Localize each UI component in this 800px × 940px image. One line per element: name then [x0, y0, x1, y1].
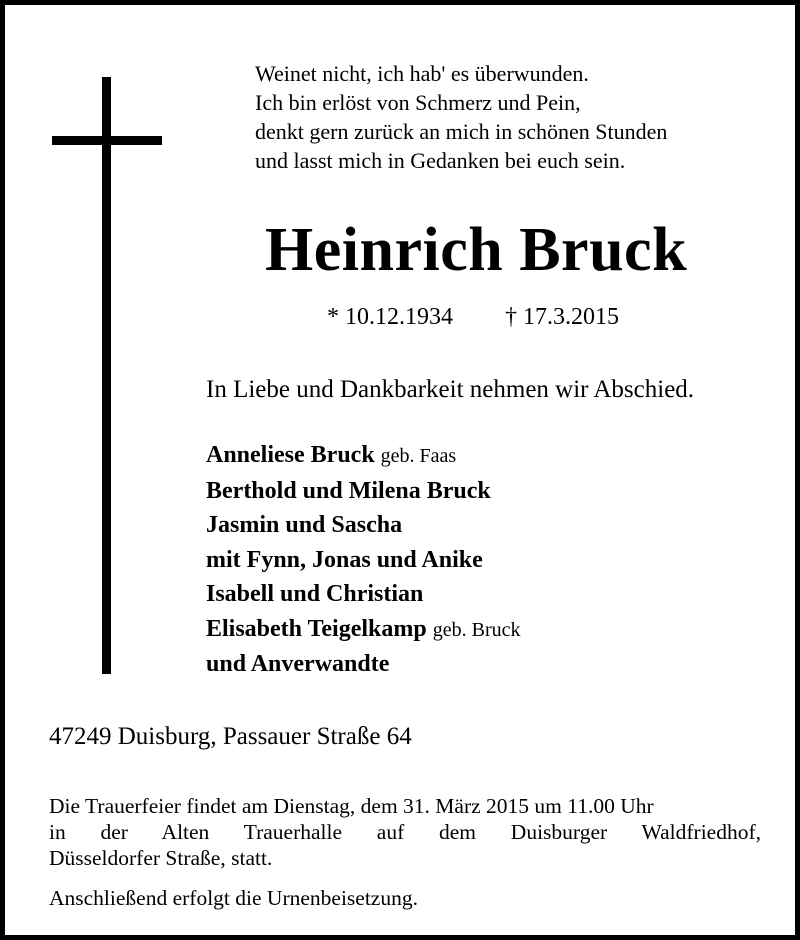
mourner-row [206, 647, 521, 682]
mourner-name: und Anverwandte [206, 651, 390, 677]
cross-icon [102, 77, 111, 674]
memorial-poem [255, 59, 667, 175]
family-address: 47249 Duisburg, Passauer Straße 64 [49, 723, 412, 750]
death-date: † 17.3.2015 [505, 304, 619, 330]
mourner-row [206, 438, 521, 474]
life-dates [327, 302, 619, 332]
mourner-name: Jasmin und Sascha [206, 512, 403, 538]
mourner-row [206, 577, 521, 612]
cross-icon-crossbar [52, 136, 162, 145]
maiden-name: geb. Bruck [432, 618, 521, 641]
deceased-name: Heinrich Bruck [265, 216, 688, 284]
birth-date: * 10.12.1934 [327, 304, 453, 330]
service-line: Die Trauerfeier findet am Dienstag, dem 31. März 2015 um 11.00 Uhr [49, 794, 654, 818]
maiden-name: geb. Faas [380, 445, 457, 467]
funeral-service-info [49, 793, 761, 871]
poem-line: denkt gern zurück an mich in schönen Stunden [255, 119, 668, 144]
mourner-row [206, 474, 521, 509]
urn-burial-note: Anschließend erfolgt die Urnenbeisetzung. [49, 886, 418, 910]
poem-line: Ich bin erlöst von Schmerz und Pein, [255, 90, 581, 115]
mourner-row [206, 612, 521, 648]
mourner-name: mit Fynn, Jonas und Anike [206, 546, 483, 573]
service-line: Düsseldorfer Straße, statt. [49, 846, 273, 870]
service-line: in der Alten Trauerhalle auf dem Duisburger Waldfriedhof, [49, 820, 761, 844]
mourner-row [206, 543, 521, 578]
poem-line: und lasst mich in Gedanken bei euch sein. [255, 148, 626, 173]
mourner-name: Isabell und Christian [206, 581, 424, 607]
mourner-row [206, 508, 521, 543]
mourner-name: Elisabeth Teigelkamp [206, 615, 427, 642]
mourners-list [206, 438, 521, 682]
poem-line: Weinet nicht, ich hab' es überwunden. [255, 61, 589, 86]
mourner-name: Berthold und Milena Bruck [206, 477, 491, 504]
farewell-text: In Liebe und Dankbarkeit nehmen wir Abschied. [206, 376, 695, 403]
mourner-name: Anneliese Bruck [206, 442, 375, 468]
